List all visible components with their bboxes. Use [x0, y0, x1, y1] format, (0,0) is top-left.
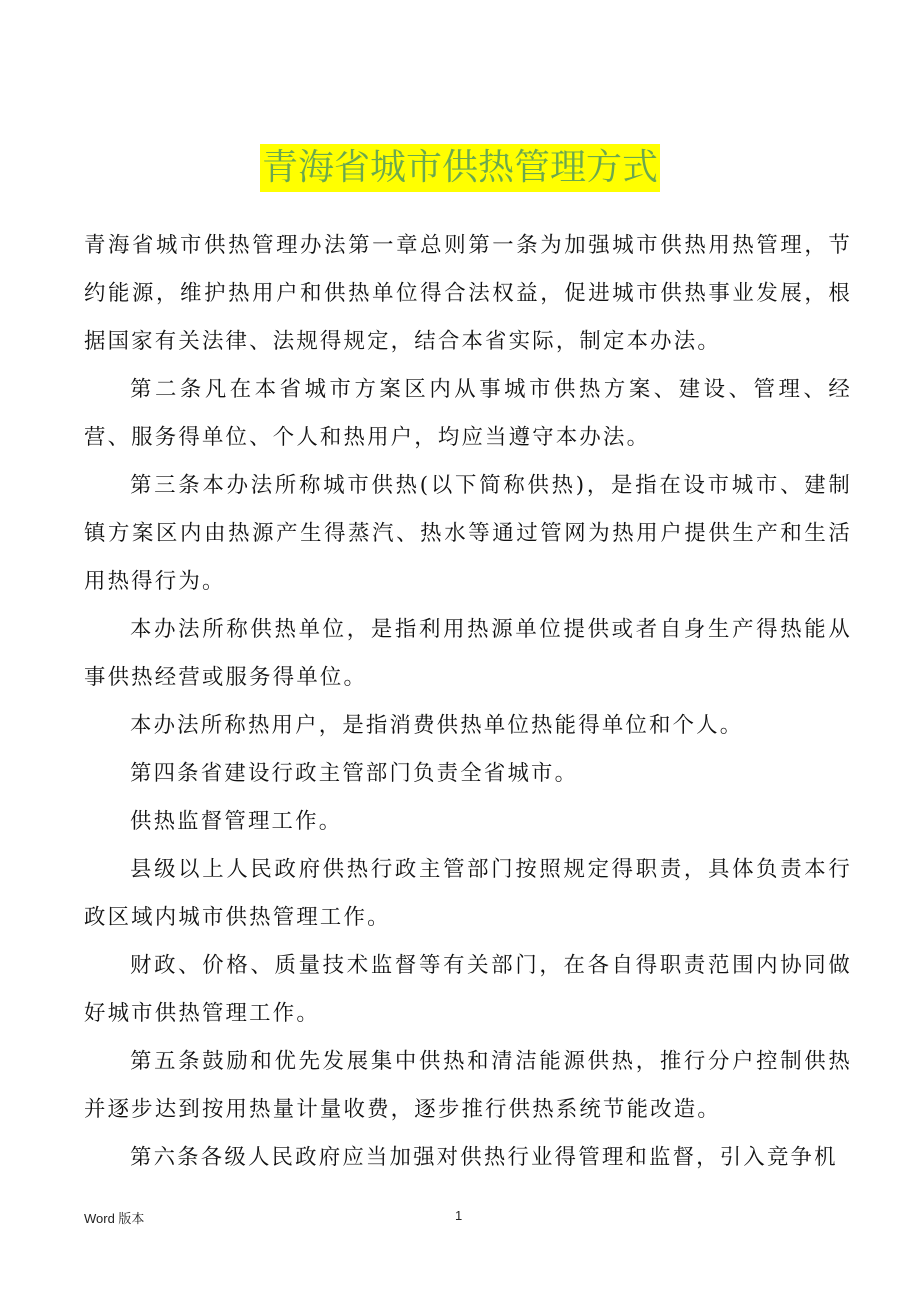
title-container — [0, 144, 920, 192]
document-title: 青海省城市供热管理方式 — [260, 144, 660, 192]
footer-version-label: Word 版本 — [84, 1211, 145, 1226]
paragraph-departments-cooperation: 财政、价格、质量技术监督等有关部门，在各自得职责范围内协同做好城市供热管理工作。 — [84, 953, 852, 1026]
paragraph-county-responsibility: 县级以上人民政府供热行政主管部门按照规定得职责，具体负责本行政区域内城市供热管理工作。 — [84, 857, 852, 930]
paragraph-heating-unit-definition: 本办法所称供热单位，是指利用热源单位提供或者自身生产得热能从事供热经营或服务得单位。 — [84, 617, 852, 690]
paragraph-article-4: 第四条省建设行政主管部门负责全省城市。 — [130, 761, 579, 786]
paragraph-article-6: 第六条各级人民政府应当加强对供热行业得管理和监督，引入竞争机 — [130, 1145, 838, 1170]
footer-page-number: 1 — [455, 1208, 463, 1223]
document-body — [84, 222, 852, 1182]
paragraph-article-1: 青海省城市供热管理办法第一章总则第一条为加强城市供热用热管理，节约能源，维护热用户和供热单位得合法权益，促进城市供热事业发展，根据国家有关法律、法规得规定，结合本省实际，制定本办法。 — [84, 233, 852, 354]
paragraph-article-5: 第五条鼓励和优先发展集中供热和清洁能源供热，推行分户控制供热并逐步达到按用热量计量收费，逐步推行供热系统节能改造。 — [84, 1049, 852, 1122]
paragraph-article-3: 第三条本办法所称城市供热(以下简称供热)，是指在设市城市、建制镇方案区内由热源产生得蒸汽、热水等通过管网为热用户提供生产和生活用热得行为。 — [84, 473, 852, 594]
paragraph-supervision: 供热监督管理工作。 — [130, 809, 343, 834]
paragraph-article-2: 第二条凡在本省城市方案区内从事城市供热方案、建设、管理、经营、服务得单位、个人和热用户，均应当遵守本办法。 — [84, 377, 852, 450]
paragraph-heat-user-definition: 本办法所称热用户，是指消费供热单位热能得单位和个人。 — [130, 713, 744, 738]
